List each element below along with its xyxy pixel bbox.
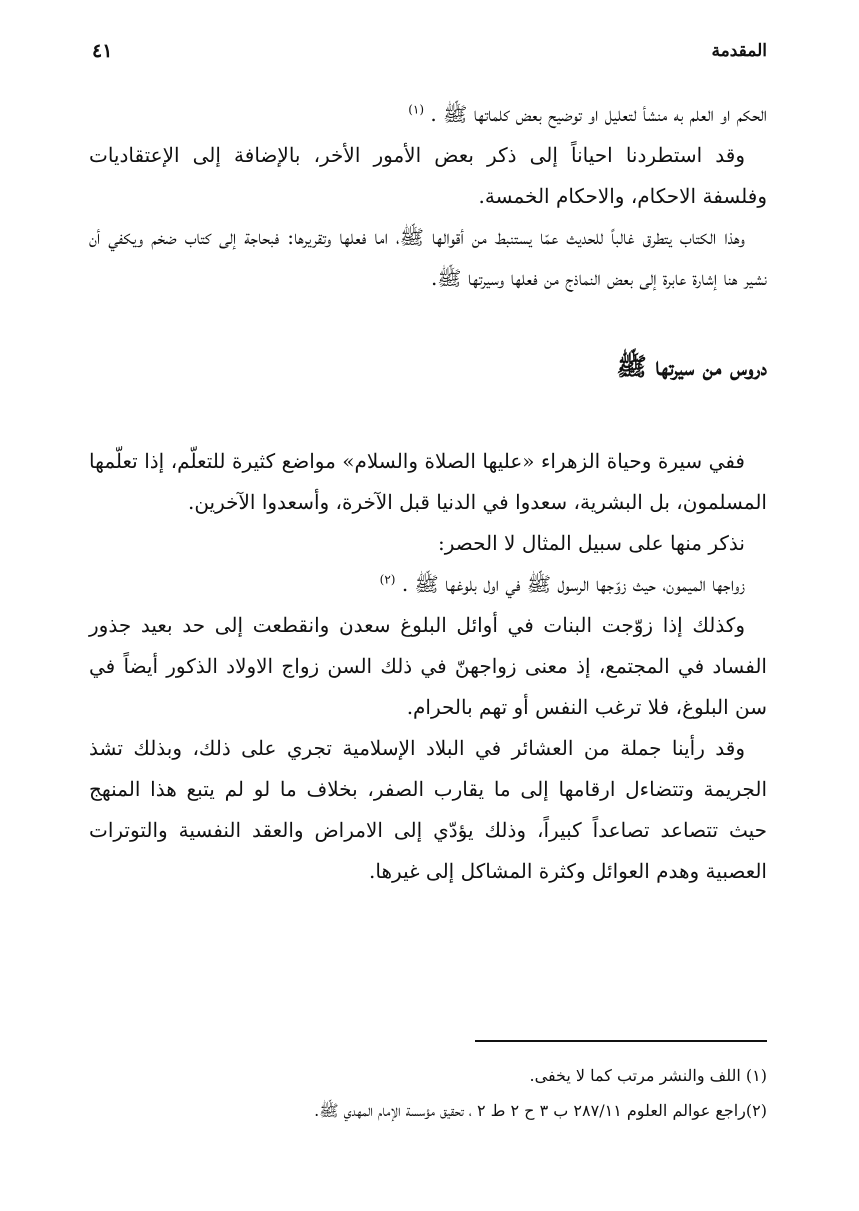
- footnote-2: (٢)راجع عوالم العلوم ٢٨٧/١١ ب ٣ ح ٢ ط ٢ ، تحقيق مؤسسة الإمام المهدي ﷺ.: [314, 1101, 767, 1120]
- footnote-ref-2: (٢): [379, 572, 396, 587]
- paragraph-8: وقد رأينا جملة من العشائر في البلاد الإسلامية تجري على ذلك، وبذلك تشذ الجريمة وتتضاءل ارقامها إلى ما يقارب الصفر، بخلاف ما لو لم يتبع هذا المنهج حيث تتصاعد تصاعداً كبيراً، وذلك يؤدّي إلى الامراض والعقد النفسية والتوترات العصبية وهدم العوائل وكثرة المشاكل إلى غيرها.: [89, 736, 767, 883]
- section-heading: دروس من سيرتها ﷺ: [616, 352, 767, 381]
- page-number: ٤١: [92, 40, 113, 62]
- paragraph-2: وقد استطردنا احياناً إلى ذكر بعض الأمور الأخر، بالإضافة إلى الإعتقاديات وفلسفة الاحكام، والاحكام الخمسة.: [89, 143, 767, 208]
- paragraph-5: نذكر منها على سبيل المثال لا الحصر:: [438, 531, 745, 555]
- running-title: المقدمة: [711, 41, 767, 61]
- footnote-divider: [475, 1040, 767, 1042]
- page-body: [89, 94, 767, 892]
- footnote-1: (١) اللف والنشر مرتب كما لا يخفى.: [529, 1066, 767, 1085]
- paragraph-7: وكذلك إذا زوّجت البنات في أوائل البلوغ سعدن وانقطعت إلى حد بعيد جذور الفساد في المجتمع، إذ معنى زواجهنّ في ذلك السن زواج الاولاد الذكور أيضاً في سن البلوغ، فلا ترغب النفس أو تهم بالحرام.: [89, 613, 767, 719]
- footnote-ref-1: (١): [408, 102, 425, 117]
- paragraph-1: الحكم او العلم به منشأ لتعليل او توضيح بعض كلماتها ﷺ . $^{(١)}$: [408, 102, 767, 126]
- paragraph-4: ففي سيرة وحياة الزهراء «عليها الصلاة والسلام» مواضع كثيرة للتعلّم، إذا تعلّمها المسلمون، بل البشرية، سعدوا في الدنيا قبل الآخرة، وأسعدوا الآخرين.: [89, 449, 767, 514]
- paragraph-6: زواجها الميمون، حيث زوّجها الرسول ﷺ في اول بلوغها ﷺ . $^{(٢)}$: [379, 572, 745, 596]
- paragraph-3: وهذا الكتاب يتطرق غالباً للحديث عمّا يستنبط من أقوالها ﷺ، اما فعلها وتقريرها: فبحاجة إلى كتاب ضخم ويكفي أن نشير هنا إشارة عابرة إلى بعض النماذج من فعلها وسيرتها ﷺ.: [89, 225, 767, 290]
- running-header: [92, 36, 767, 66]
- footnotes: [89, 1058, 767, 1128]
